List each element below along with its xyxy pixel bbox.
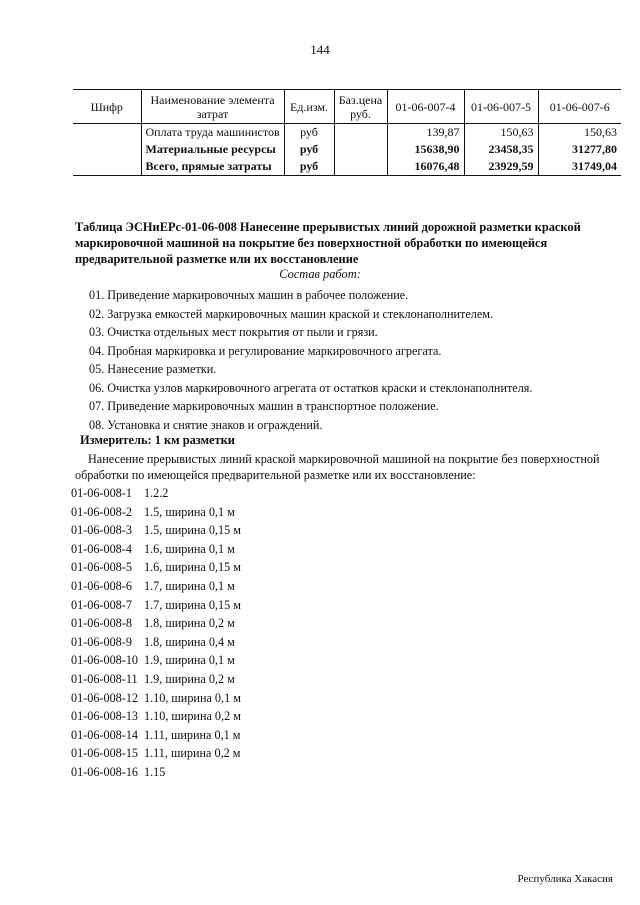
code-description: 1.11, ширина 0,1 м — [144, 727, 241, 742]
code-number: 01-06-008-1 — [71, 486, 132, 500]
table-row — [73, 141, 621, 158]
code-description: 1.5, ширина 0,15 м — [144, 523, 241, 538]
code-item — [71, 540, 241, 559]
code-description: 1.15 — [144, 764, 166, 779]
cell-name: Всего, прямые затраты — [141, 158, 284, 176]
cell-value: 139,87 — [387, 124, 464, 142]
section-description: Нанесение прерывистых линий краской маркировочной машиной на покрытие без поверхностной обработки по имеющейся предварительной разметке или их восстановление: — [75, 452, 600, 482]
header-cell: 01-06-007-4 — [387, 90, 464, 124]
cell-value: 15638,90 — [387, 141, 464, 158]
code-number: 01-06-008-11 — [71, 671, 138, 686]
work-item: 06. Очистка узлов маркировочного агрегата от остатков краски и стеклонаполнителя. — [89, 380, 533, 395]
table-row — [73, 158, 621, 176]
code-list — [71, 484, 241, 782]
code-number: 01-06-008-7 — [71, 597, 132, 612]
code-number: 01-06-008-15 — [71, 746, 139, 761]
work-item: 08. Установка и снятие знаков и ограждений. — [89, 417, 323, 432]
cell-unit: руб — [284, 158, 334, 176]
cell-value: 16076,48 — [387, 158, 464, 176]
code-description: 1.10, ширина 0,2 м — [144, 709, 241, 724]
code-description: 1.6, ширина 0,15 м — [144, 560, 241, 575]
cell-base-price — [334, 141, 387, 158]
code-description: 1.7, ширина 0,1 м — [144, 578, 235, 593]
code-description: 1.11, ширина 0,2 м — [144, 746, 241, 761]
cell-code — [73, 124, 141, 142]
cell-base-price — [334, 158, 387, 176]
code-item — [71, 726, 241, 745]
header-cell: Ед.изм. — [284, 90, 334, 124]
work-item: 05. Нанесение разметки. — [89, 362, 217, 376]
cell-value: 150,63 — [538, 124, 621, 142]
code-number: 01-06-008-6 — [71, 578, 132, 593]
cell-value: 150,63 — [464, 124, 538, 142]
code-item — [71, 577, 241, 596]
code-number: 01-06-008-5 — [71, 560, 132, 575]
code-number: 01-06-008-12 — [71, 690, 139, 705]
cell-value: 23458,35 — [464, 141, 538, 158]
code-number: 01-06-008-4 — [71, 541, 132, 556]
code-number: 01-06-008-13 — [71, 709, 139, 724]
code-number: 01-06-008-8 — [71, 616, 132, 631]
header-cell: 01-06-007-6 — [538, 90, 621, 124]
cell-code — [73, 141, 141, 158]
header-cell: Шифр — [73, 90, 141, 124]
code-item — [71, 503, 241, 522]
work-item: 07. Приведение маркировочных машин в транспортное положение. — [89, 399, 439, 413]
code-number: 01-06-008-14 — [71, 727, 139, 742]
work-item: 04. Пробная маркировка и регулирование маркировочного агрегата. — [89, 343, 442, 358]
cell-unit: руб — [284, 124, 334, 142]
cell-unit: руб — [284, 141, 334, 158]
code-number: 01-06-008-3 — [71, 523, 132, 538]
code-item — [71, 614, 241, 633]
header-cell: Баз.цена руб. — [334, 90, 387, 124]
code-description: 1.6, ширина 0,1 м — [144, 541, 235, 556]
header-cell: Наименование элемента затрат — [141, 90, 284, 124]
table-header-row — [73, 90, 621, 124]
code-description: 1.9, ширина 0,1 м — [144, 653, 235, 668]
cell-base-price — [334, 124, 387, 142]
code-number: 01-06-008-16 — [71, 764, 139, 779]
cell-value: 23929,59 — [464, 158, 538, 176]
cell-code — [73, 158, 141, 176]
cost-table — [73, 89, 621, 176]
code-item — [71, 558, 241, 577]
work-heading: Состав работ: — [279, 267, 361, 281]
section-title: Таблица ЭСНиЕРс-01-06-008 Нанесение прерывистых линий дорожной разметки краской маркировочной машиной на покрытие без поверхностной обработки по имеющейся предварительной разметке или их восстановление — [75, 220, 581, 266]
footer-region: Республика Хакасия — [517, 873, 613, 885]
work-item: 03. Очистка отдельных мест покрытия от пыли и грязи. — [89, 325, 378, 339]
cell-value: 31277,80 — [538, 141, 621, 158]
code-description: 1.8, ширина 0,4 м — [144, 634, 235, 649]
code-item — [71, 707, 241, 726]
code-description: 1.2.2 — [144, 486, 169, 500]
cell-value: 31749,04 — [538, 158, 621, 176]
code-item — [71, 651, 241, 670]
code-description: 1.8, ширина 0,2 м — [144, 616, 235, 631]
work-item: 02. Загрузка емкостей маркировочных машин краской и стеклонаполнителем. — [89, 306, 494, 321]
code-item — [71, 670, 241, 689]
code-item — [71, 689, 241, 708]
code-item — [71, 596, 241, 615]
code-item — [71, 744, 241, 763]
code-item — [71, 763, 241, 782]
measure-unit: Измеритель: 1 км разметки — [80, 433, 235, 447]
code-item — [71, 484, 241, 503]
code-item — [71, 633, 241, 652]
code-description: 1.5, ширина 0,1 м — [144, 504, 235, 519]
work-list — [89, 286, 619, 434]
code-number: 01-06-008-10 — [71, 653, 139, 668]
code-item — [71, 521, 241, 540]
code-description: 1.9, ширина 0,2 м — [144, 671, 235, 686]
code-number: 01-06-008-2 — [71, 504, 132, 519]
work-item: 01. Приведение маркировочных машин в рабочее положение. — [89, 288, 409, 302]
cell-name: Материальные ресурсы — [141, 141, 284, 158]
page-number: 144 — [310, 42, 330, 57]
header-cell: 01-06-007-5 — [464, 90, 538, 124]
code-description: 1.10, ширина 0,1 м — [144, 690, 241, 705]
code-description: 1.7, ширина 0,15 м — [144, 597, 241, 612]
code-number: 01-06-008-9 — [71, 634, 132, 649]
table-row — [73, 124, 621, 142]
cell-name: Оплата труда машинистов — [141, 124, 284, 142]
